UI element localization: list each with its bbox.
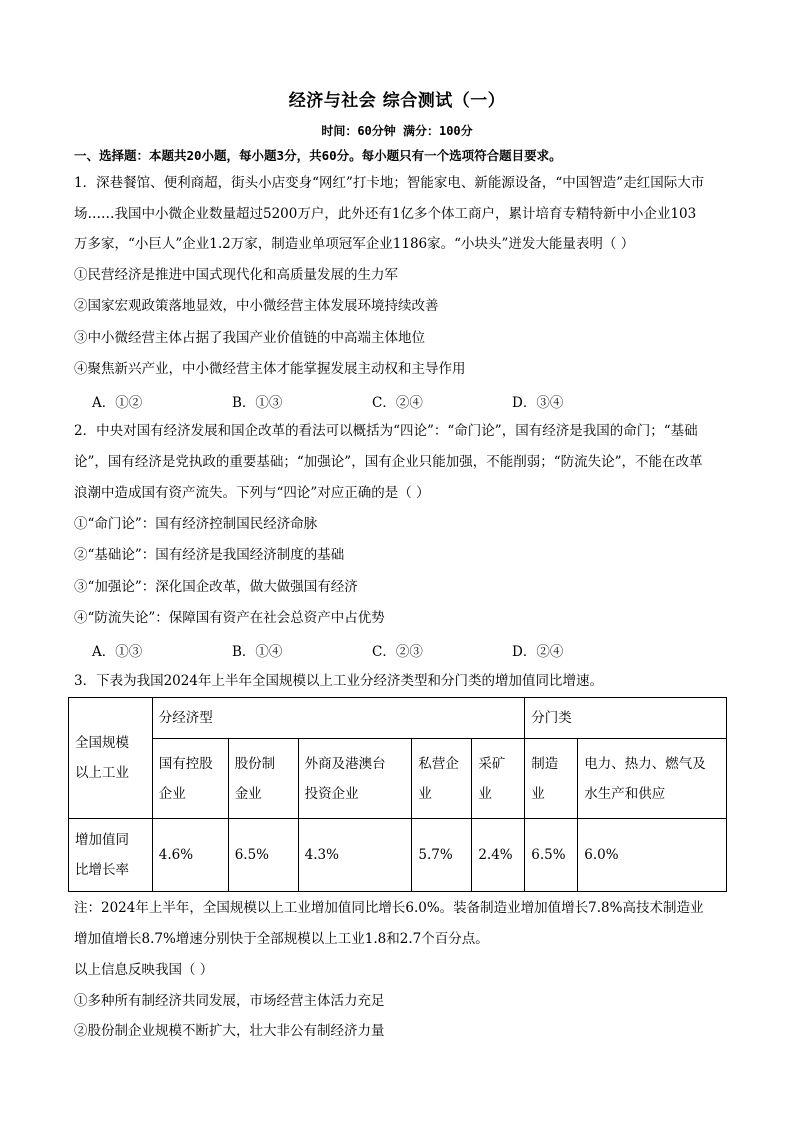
q1-option-d: D．③④ — [512, 395, 564, 411]
q1-options — [92, 391, 692, 411]
table-column-header: 外商及港澳台 投资企业 — [298, 739, 412, 819]
q3-item: ①多种所有制经济共同发展，市场经营主体活力充足 — [74, 993, 385, 1009]
q2-stem-line: 2．中央对国有经济发展和国企改革的看法可以概括为“四论”：“命门论”，国有经济是我国的命门；“基础 — [74, 423, 698, 439]
q1-stem-line: 场……我国中小微企业数量超过5200万户，此外还有1亿多个体工商户，累计培育专精特新中小企业103 — [74, 206, 697, 222]
exam-title: 经济与社会 综合测试（一） — [288, 91, 506, 111]
q2-option-c: C．②③ — [372, 644, 423, 660]
q2-option-b: B．①④ — [232, 644, 283, 660]
q1-item: ①民营经济是推进中国式现代化和高质量发展的生力军 — [74, 267, 398, 283]
q1-item: ③中小微经营主体占据了我国产业价值链的中高端主体地位 — [74, 330, 425, 346]
table-cell: 2.4% — [472, 819, 525, 892]
q2-item: ③“加强论”：深化国企改革，做大做强国有经济 — [74, 579, 358, 595]
table-group-sector: 分门类 — [525, 698, 727, 739]
table-column-header: 制造 业 — [525, 739, 578, 819]
q2-option-d: D．②④ — [512, 644, 564, 660]
q2-option-a: A．①③ — [92, 644, 143, 660]
q3-ask: 以上信息反映我国（ ） — [74, 962, 214, 978]
q3-item: ②股份制企业规模不断扩大，壮大非公有制经济力量 — [74, 1023, 385, 1039]
q3-note-line: 注：2024年上半年，全国规模以上工业增加值同比增长6.0%。装备制造业增加值增长7.8%高技术制造业 — [74, 900, 704, 916]
q1-option-a: A．①② — [92, 395, 143, 411]
growth-table — [68, 697, 727, 892]
section-heading: 一、选择题：本题共20小题，每小题3分，共60分。每小题只有一个选项符合题目要求。 — [74, 148, 562, 163]
q1-item: ④聚焦新兴产业，中小微经营主体才能掌握发展主动权和主导作用 — [74, 361, 466, 377]
table-column-header: 股份制 金业 — [228, 739, 298, 819]
table-cell: 5.7% — [412, 819, 472, 892]
q1-option-b: B．①③ — [232, 395, 283, 411]
q3-note-line: 增加值增长8.7%增速分别快于全部规模以上工业1.8和2.7个百分点。 — [74, 931, 489, 947]
q1-item: ②国家宏观政策落地显效，中小微经营主体发展环境持续改善 — [74, 298, 439, 314]
table-group-economic-type: 分经济型 — [152, 698, 525, 739]
table-cell: 4.3% — [298, 819, 412, 892]
q2-item: ①“命门论”：国有经济控制国民经济命脉 — [74, 516, 318, 532]
q2-item: ②“基础论”：国有经济是我国经济制度的基础 — [74, 547, 345, 563]
q1-stem-line: 万多家，“小巨人”企业1.2万家，制造业单项冠军企业1186家。“小块头”迸发大能量表明（ ） — [74, 236, 635, 252]
q2-options — [92, 640, 692, 660]
exam-meta: 时间：60分钟 满分：100分 — [321, 124, 473, 138]
q2-stem-line: 浪潮中造成国有资产流失。下列与“四论”对应正确的是（ ） — [74, 485, 430, 501]
table-column-header: 采矿 业 — [472, 739, 525, 819]
q1-option-c: C．②④ — [372, 395, 423, 411]
table-cell: 4.6% — [152, 819, 228, 892]
table-corner-header: 全国规模 以上工业 — [69, 698, 153, 819]
table-column-header: 私营企 业 — [412, 739, 472, 819]
table-cell: 6.5% — [228, 819, 298, 892]
table-cell: 6.5% — [525, 819, 578, 892]
q2-stem-line: 论”，国有经济是党执政的重要基础；“加强论”，国有企业只能加强，不能削弱；“防流失论”，不能在改革 — [74, 454, 703, 470]
table-cell: 6.0% — [578, 819, 727, 892]
table-row-label: 增加值同 比增长率 — [69, 819, 153, 892]
q1-stem-line: 1．深巷餐馆、便利商超，街头小店变身“网红”打卡地；智能家电、新能源设备，“中国智造”走红国际大市 — [74, 175, 705, 191]
table-column-header: 国有控股 企业 — [152, 739, 228, 819]
table-column-header: 电力、热力、燃气及 水生产和供应 — [578, 739, 727, 819]
q3-stem: 3．下表为我国2024年上半年全国规模以上工业分经济类型和分门类的增加值同比增速。 — [74, 673, 603, 689]
q2-item: ④“防流失论”：保障国有资产在社会总资产中占优势 — [74, 610, 385, 626]
